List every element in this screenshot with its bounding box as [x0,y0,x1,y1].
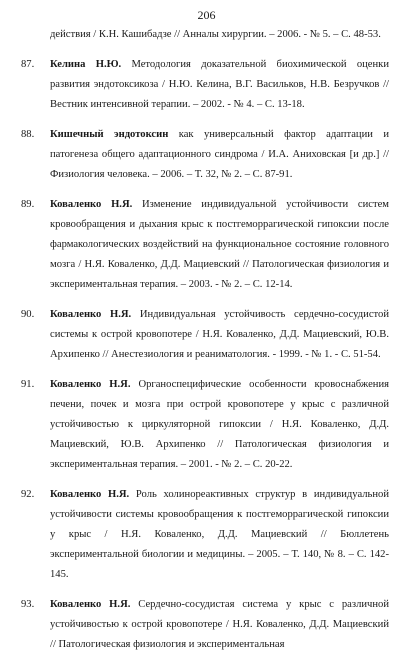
reference-text: Органоспецифические особенности кровоснабжения печени, почек и мозга при острой кровопотере у крыс с различной устойчивостью к циркуляторной гипоксии / Н.Я. Коваленко, Д.Д. Мациевский, Ю.В. Архипенко // Патологическая физиология и экспериментальная терапия. – 2001. - № 2. – С. 20-22. [50,379,389,470]
reference-item [0,125,413,185]
reference-item [0,595,413,655]
reference-text: Роль холинореактивных структур в индивидуальной устойчивости системы кровообращения к постгеморрагической гипоксии у крыс / Н.Я. Коваленко, Д.Д. Мациевский // Бюллетень экспериментальной биологии и медицины. – 2005. – Т. 140, № 8. – С. 142-145. [50,489,389,580]
reference-author: Коваленко Н.Я. [50,379,139,390]
reference-author: Кишечный эндотоксин [50,129,179,140]
reference-number: 89. [21,199,35,210]
reference-number: 88. [21,129,35,140]
reference-continuation: действия / К.Н. Кашибадзе // Анналы хирургии. – 2006. - № 5. – С. 48-53. [50,29,381,40]
reference-text: как универсальный фактор адаптации и патогенеза общего адаптационного синдрома / И.А. Аниховская [и др.] // Физиология человека. – 2006. – Т. 32, № 2. – С. 87-91. [50,129,389,180]
reference-text: Индивидуальная устойчивость сердечно-сосудистой системы к острой кровопотере / Н.Я. Коваленко, Д.Д. Мациевский, Ю.В. Архипенко // Анестезиология и реаниматология. - 1999. - № 1. - С. 51-54. [50,309,389,360]
reference-author: Келина Н.Ю. [50,59,132,70]
reference-number: 92. [21,489,35,500]
reference-text: Методология доказательной биохимической оценки развития эндотоксикоза / Н.Ю. Келина, В.Г. Васильков, Н.В. Безручков // Вестник интенсивной терапии. – 2002. - № 4. – С. 13-18. [50,59,389,110]
reference-item [0,375,413,475]
reference-number: 93. [21,599,35,610]
reference-author: Коваленко Н.Я. [50,199,143,210]
reference-author: Коваленко Н.Я. [50,309,140,320]
reference-number: 90. [21,309,35,320]
reference-author: Коваленко Н.Я. [50,489,136,500]
reference-number: 91. [21,379,35,390]
reference-item [0,195,413,295]
page-number: 206 [197,8,216,22]
reference-item [0,305,413,365]
reference-number: 87. [21,59,35,70]
reference-item [0,55,413,115]
reference-list [0,25,413,665]
reference-text: Сердечно-сосудистая система у крыс с различной устойчивостью к острой кровопотере / Н.Я. Коваленко, Д.Д. Мациевский // Патологическая физиология и экспериментальная [50,599,389,650]
reference-author: Коваленко Н.Я. [50,599,139,610]
reference-item [0,485,413,585]
reference-text: Изменение индивидуальной устойчивости систем кровообращения и дыхания крыс к постгеморрагической гипоксии после фармакологических воздействий на функциональное состояние головного мозга / Н.Я. Коваленко, Д.Д. Мациевский // Патологическая физиология и экспериментальная терапия. – 2003. - № 2. – С. 12-14. [50,199,389,290]
